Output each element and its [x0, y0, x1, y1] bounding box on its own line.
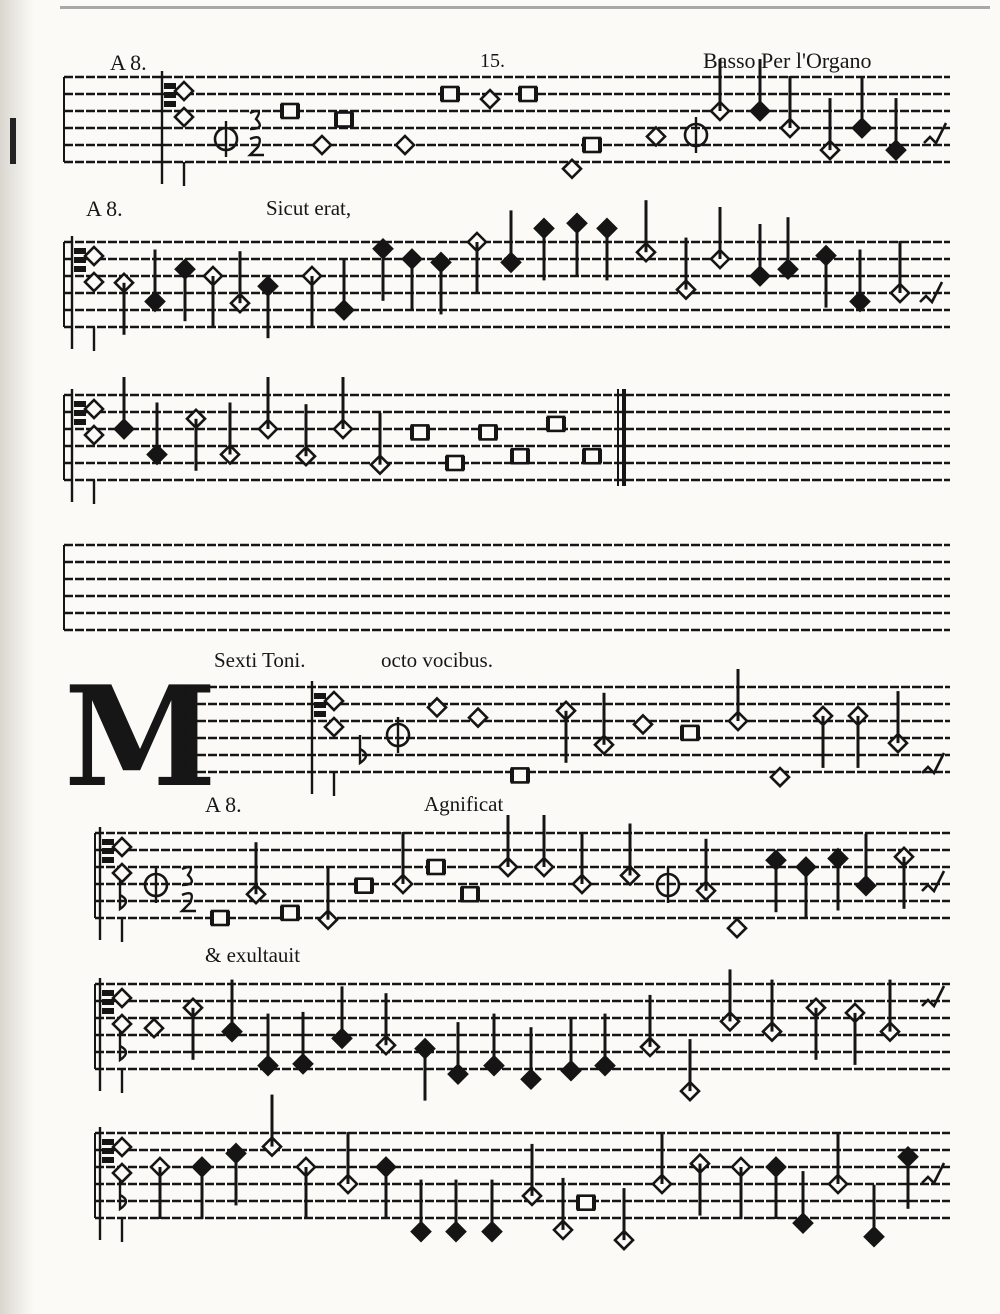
staff-1-note-2 — [313, 136, 331, 154]
staff-7-clef — [102, 999, 114, 1005]
staff-3-note-13 — [548, 417, 564, 431]
staff-6-time-signature — [182, 867, 192, 885]
staff-3-clef — [74, 410, 86, 416]
staff-3-note-9 — [412, 425, 428, 439]
staff-6-note-14 — [728, 919, 746, 937]
staff-7-clef — [102, 990, 114, 996]
text-incipit-exultauit: & exultauit — [205, 943, 301, 967]
text-incipit-sicut-erat: Sicut erat, — [266, 196, 352, 220]
staff-1-clef — [164, 92, 176, 98]
staff-1-custos — [924, 123, 946, 143]
staff-1-time-signature — [250, 111, 260, 129]
staff-6-note-8 — [462, 887, 478, 901]
staff-5-note-3 — [512, 768, 528, 782]
staff-3-clef — [74, 401, 86, 407]
voices-label: octo vocibus. — [381, 648, 493, 672]
staff-5-note-7 — [682, 726, 698, 740]
mode-label: Sexti Toni. — [214, 648, 306, 672]
page-number: 15. — [480, 50, 505, 72]
voice-count-label-2: A 8. — [205, 792, 242, 817]
staff-2-clef — [74, 266, 86, 272]
staff-1-note-7 — [520, 87, 536, 101]
header-part-title: Basso Per l'Organo — [703, 48, 872, 73]
staff-6-note-3 — [282, 906, 298, 920]
staff-5-clef-head — [325, 692, 343, 710]
staff-7-clef — [102, 1008, 114, 1014]
staff-6-custos — [922, 871, 944, 891]
staff-1-note-10 — [647, 128, 665, 146]
staff-1-note-5 — [442, 87, 458, 101]
staff-1-note-1 — [282, 104, 298, 118]
staff-1-note-9 — [584, 138, 600, 152]
staff-6-clef — [102, 857, 114, 863]
staff-6-clef — [102, 839, 114, 845]
staff-7-clef-head — [113, 989, 131, 1007]
staff-1-note-3 — [336, 113, 352, 127]
staff-3-note-12 — [512, 449, 528, 463]
staff-5-note-2 — [469, 709, 487, 727]
staff-2-clef — [74, 257, 86, 263]
staff-5-clef — [314, 711, 326, 717]
text-incipit-agnificat: Agnificat — [424, 792, 504, 816]
staff-8-clef — [102, 1148, 114, 1154]
staff-5-clef — [314, 702, 326, 708]
staff-3-clef — [74, 419, 86, 425]
decorated-initial-letter: M — [64, 655, 213, 818]
staff-1-note-4 — [396, 136, 414, 154]
staff-8-clef-head — [113, 1138, 131, 1156]
staff-1-note-6 — [481, 90, 499, 108]
staff-1-clef-head — [175, 82, 193, 100]
staff-5-note-1 — [428, 698, 446, 716]
voice-count-label: A 8. — [86, 196, 123, 221]
staff-6-note-5 — [356, 879, 372, 893]
staff-3-note-11 — [480, 425, 496, 439]
staff-3-note-10 — [447, 456, 463, 470]
staff-1-clef — [164, 101, 176, 107]
staff-2-clef-head — [85, 247, 103, 265]
staff-8-clef — [102, 1157, 114, 1163]
staff-6-note-1 — [212, 911, 228, 925]
staff-5-clef — [314, 693, 326, 699]
staff-5-note-6 — [634, 715, 652, 733]
staff-1-clef — [164, 83, 176, 89]
staff-3-note-14 — [584, 449, 600, 463]
staff-8-note-13 — [578, 1196, 594, 1210]
staff-2-clef — [74, 248, 86, 254]
staff-6-clef — [102, 848, 114, 854]
staff-6-clef-head — [113, 838, 131, 856]
header-voice-count: A 8. — [110, 50, 147, 75]
staff-7-custos — [922, 986, 944, 1006]
staff-8-clef — [102, 1139, 114, 1145]
staff-3-clef-head — [85, 400, 103, 418]
staff-6-note-7 — [428, 860, 444, 874]
